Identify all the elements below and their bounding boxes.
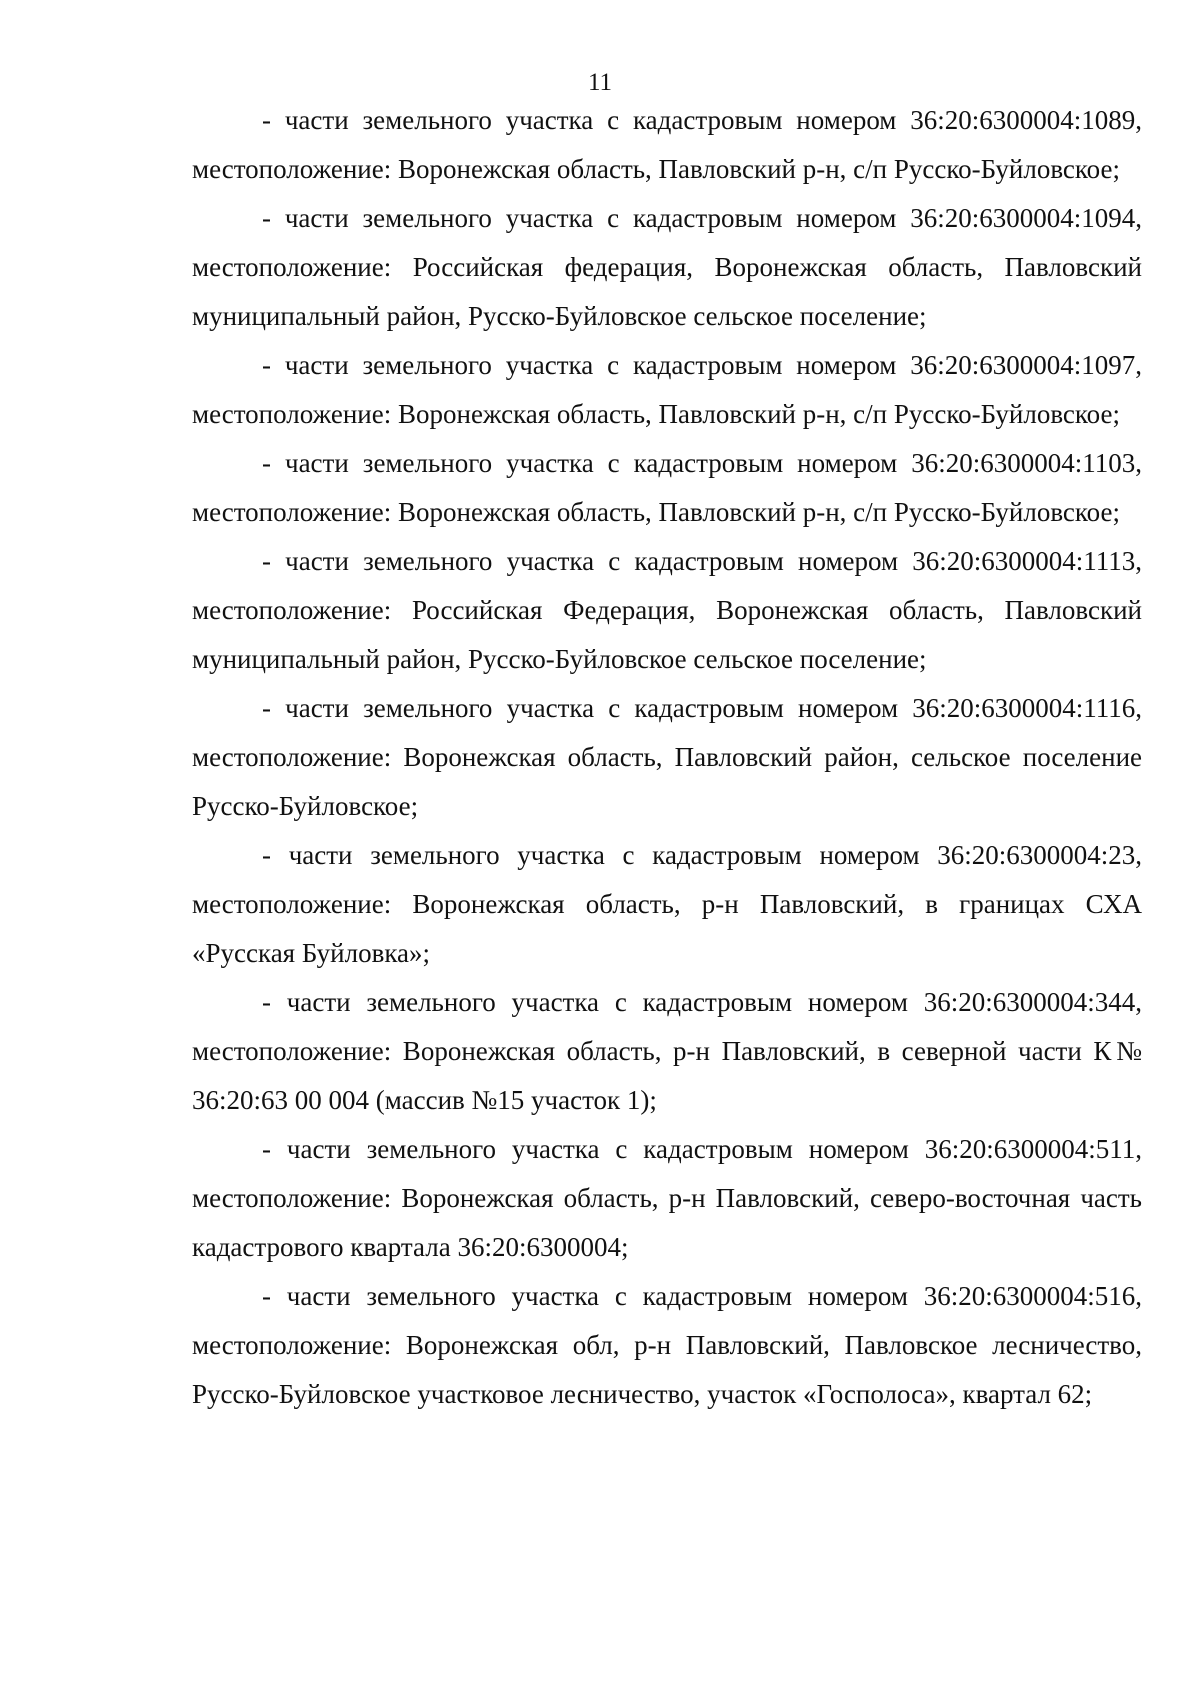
document-body [192,96,1142,1419]
list-item: - части земельного участка с кадастровым номером 36:20:6300004:344, местоположение: Воронежская область, р-н Павловский, в северной части К№ 36:20:63 00 004 (массив №15 участок 1); [192,987,1142,1115]
list-item: - части земельного участка с кадастровым номером 36:20:6300004:23, местоположение: Воронежская область, р-н Павловский, в границах СХА «Русская Буйловка»; [192,840,1142,968]
list-item: - части земельного участка с кадастровым номером 36:20:6300004:1097, местоположение: Воронежская область, Павловский р-н, с/п Русско-Буйловское; [192,350,1142,429]
list-item: - части земельного участка с кадастровым номером 36:20:6300004:1103, местоположение: Воронежская область, Павловский р-н, с/п Русско-Буйловское; [192,448,1142,527]
list-item: - части земельного участка с кадастровым номером 36:20:6300004:1113, местоположение: Российская Федерация, Воронежская область, Павловский муниципальный район, Русско-Буйловское сельское поселение; [192,546,1142,674]
list-item: - части земельного участка с кадастровым номером 36:20:6300004:1116, местоположение: Воронежская область, Павловский район, сельское поселение Русско-Буйловское; [192,693,1142,821]
list-item: - части земельного участка с кадастровым номером 36:20:6300004:1094, местоположение: Российская федерация, Воронежская область, Павловский муниципальный район, Русско-Буйловское сельское поселение; [192,203,1142,331]
list-item: - части земельного участка с кадастровым номером 36:20:6300004:511, местоположение: Воронежская область, р-н Павловский, северо-восточная часть кадастрового квартала 36:20:6300004; [192,1134,1142,1262]
list-item: - части земельного участка с кадастровым номером 36:20:6300004:1089, местоположение: Воронежская область, Павловский р-н, с/п Русско-Буйловское; [192,105,1142,184]
list-item: - части земельного участка с кадастровым номером 36:20:6300004:516, местоположение: Воронежская обл, р-н Павловский, Павловское лесничество, Русско-Буйловское участковое лесничество, участок «Госполоса», квартал 62; [192,1281,1142,1409]
page-number: 11 [587,69,613,96]
